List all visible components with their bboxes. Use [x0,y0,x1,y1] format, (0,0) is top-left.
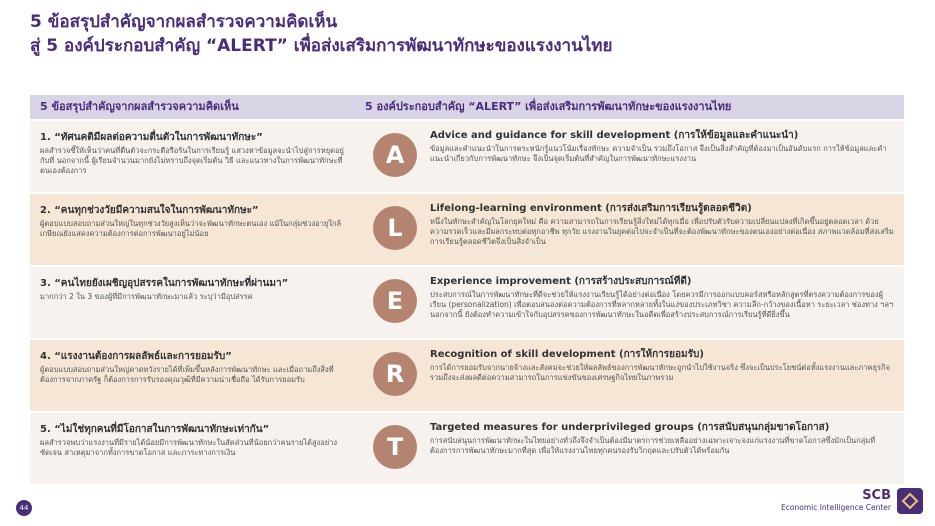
finding-cell [30,121,355,192]
finding-title: 4. “แรงงานต้องการผลลัพธ์และการยอมรับ” [40,351,232,362]
element-desc: ข้อมูลและคำแนะนำในการตระหนักรู้แนวโน้มเรื่องทักษะ ความจำเป็น รวมถึงโอกาส จึงเป็นสิ่งสำคัญที่ต้องมาเป็นอันดับแรก การให้ข้อมูลและคำแนะนำเกี่ยวกับการพัฒนาทักษะ จึงเป็นจุดเริ่มต้นที่สำคัญในการพัฒนาทักษะแรงงาน [430,144,887,163]
finding-desc: ผู้ตอบแบบสอบถามส่วนใหญ่คาดหวังรายได้ที่เพิ่มขึ้นหลังการพัฒนาทักษะ และเมื่อถามถึงสิ่งที่ต้องการจากภาครัฐ ก็ต้องการการรับรองคุณวุฒิที่มีความน่าเชื่อถือ ได้รับการยอมรับ [40,365,334,384]
letter-badge: T [373,425,417,469]
table-row [30,413,904,486]
title-line-2: สู่ 5 องค์ประกอบสำคัญ “ALERT” เพื่อส่งเสริมการพัฒนาทักษะของแรงงานไทย [30,36,613,56]
logo-subtitle: Economic Intelligence Center [781,503,891,512]
element-title: Recognition of skill development (การให้การยอมรับ) [430,349,704,360]
finding-desc: ผู้ตอบแบบสอบถามส่วนใหญ่ในทุกช่วงวัยสูงเห็นว่าจะพัฒนาทักษะตนเอง แม้ในกลุ่มช่วงอายุใกล้เกษียณยังแสดงความต้องการต่อการพัฒนาอยู่ไม่น้อย [40,219,342,238]
page-number: 44 [16,500,32,516]
letter-badge: R [373,352,417,396]
page-title [30,10,612,58]
element-desc: การได้การยอมรับจากนายจ้างและสังคมจะช่วยให้ผลลัพธ์ของการพัฒนาทักษะถูกนำไปใช้งานจริง ซึ่งจะเป็นประโยชน์ต่อทั้งแรงงานและภาคธุรกิจ รวมถึงจะส่งผลดีต่อความสามารถในการแข่งขันของเศรษฐกิจไทยในภาพรวม [430,363,891,382]
element-title: Targeted measures for underprivileged groups (การสนับสนุนกลุ่มขาดโอกาส) [430,422,830,433]
letter-badge: E [373,279,417,323]
letter-badge: A [373,133,417,177]
table-row [30,340,904,413]
finding-cell [30,194,355,265]
finding-title: 2. “คนทุกช่วงวัยมีความสนใจในการพัฒนาทักษะ” [40,205,259,216]
finding-desc: ผลสำรวจชี้ให้เห็นว่าคนที่ตื่นตัวจะกระตือรือร้นในการเรียนรู้ แสวงหาข้อมูลจะนำไปสู่การหยุดอยู่กับที่ นอกจากนี้ ผู้เรียนจำนวนมากยังไม่ทราบถึงจุดเริ่มต้น วิธี และแนวทางในการพัฒนาทักษะที่ตนเองต้องการ [40,146,344,175]
finding-cell [30,340,355,411]
letter-badge: L [373,206,417,250]
table-header [30,95,904,121]
element-title: Lifelong-learning environment (การส่งเสริมการเรียนรู้ตลอดชีวิต) [430,203,752,214]
finding-desc: มากกว่า 2 ใน 3 ของผู้ที่มีการพัฒนาทักษะมาแล้ว ระบุว่ามีอุปสรรค [40,292,253,301]
element-desc: การสนับสนุนการพัฒนาทักษะในไทยอย่างทั่วถึงจึงจำเป็นต้องมีมาตรการช่วยเหลืออย่างเฉพาะเจาะจงแก่แรงงานที่ขาดโอกาสซึ่งมักเป็นกลุ่มที่ต้องการการพัฒนาทักษะมากที่สุด เพื่อให้แรงงานไทยทุกคนรองรับวิกฤตและปรับตัวได้พร้อมกัน [430,436,876,455]
scb-emblem-icon [897,488,923,514]
logo-text [781,489,891,513]
element-title: Experience improvement (การสร้างประสบการณ์ที่ดี) [430,276,692,287]
element-cell [430,202,896,247]
finding-cell [30,267,355,338]
element-cell [430,421,896,456]
table-row [30,267,904,340]
table-row [30,194,904,267]
element-cell [430,129,896,164]
finding-desc: ผลสำรวจพบว่าแรงงานที่มีรายได้น้อยมีการพัฒนาทักษะในสัดส่วนที่น้อยกว่าคนรายได้สูงอย่างชัดเจน สาเหตุมาจากทั้งการขาดโอกาส และภาระทางการเงิน [40,438,338,457]
finding-title: 3. “คนไทยยังเผชิญอุปสรรคในการพัฒนาทักษะที่ผ่านมา” [40,278,289,289]
alert-table [30,95,904,486]
element-title: Advice and guidance for skill development (การให้ข้อมูลและคำแนะนำ) [430,130,799,141]
element-desc: ประสบการณ์ในการพัฒนาทักษะที่ดีจะช่วยให้แรงงานเรียนรู้ได้อย่างต่อเนื่อง โดยควรมีการออกแบบคอร์สหรือหลักสูตรที่ตรงความต้องการของผู้เรียน (personalization) เพื่อตอบสนองต่อความต้องการที่หลากหลายทั้งในแง่ของประเภทวิชา ความลึก-กว้างของเนื้อหา ระยะเวลา ช่องทาง ฯลฯ นอกจากนี้ ยังต้องทำความเข้าใจกับอุปสรรคของการพัฒนาทักษะในอดีตเพื่อสร้างประสบการณ์การเรียนรู้ที่ดียิ่งขึ้น [430,290,894,319]
element-desc: หนึ่งในทักษะสำคัญในโลกยุคใหม่ คือ ความสามารถในการเรียนรู้สิ่งใหม่ได้ทุกเมื่อ เพื่อปรับตัวรับความเปลี่ยนแปลงที่เกิดขึ้นอยู่ตลอดเวลา ด้วยความรวดเร็วและมีผลกระทบต่อทุกอาชีพ ทุกวัย แรงงานในยุคต่อไปจะจำเป็นที่จะต้องพัฒนาทักษะของตนเองอย่างต่อเนื่อง สภาพแวดล้อมที่ส่งเสริมการเรียนรู้ตลอดชีวิตจึงเป็นสิ่งจำเป็น [430,217,894,246]
finding-cell [30,413,355,484]
title-line-1: 5 ข้อสรุปสำคัญจากผลสำรวจความคิดเห็น [30,12,338,32]
finding-title: 1. “ทัศนคติมีผลต่อความตื่นตัวในการพัฒนาทักษะ” [40,132,263,143]
element-cell [430,275,896,320]
header-right: 5 องค์ประกอบสำคัญ “ALERT” เพื่อส่งเสริมการพัฒนาทักษะของแรงงานไทย [365,100,732,113]
scb-eic-logo [781,488,923,514]
header-left: 5 ข้อสรุปสำคัญจากผลสำรวจความคิดเห็น [40,100,239,113]
finding-title: 5. “ไม่ใช่ทุกคนที่มีโอกาสในการพัฒนาทักษะเท่ากัน” [40,424,270,435]
logo-name: SCB [862,488,891,503]
element-cell [430,348,896,383]
table-row [30,121,904,194]
